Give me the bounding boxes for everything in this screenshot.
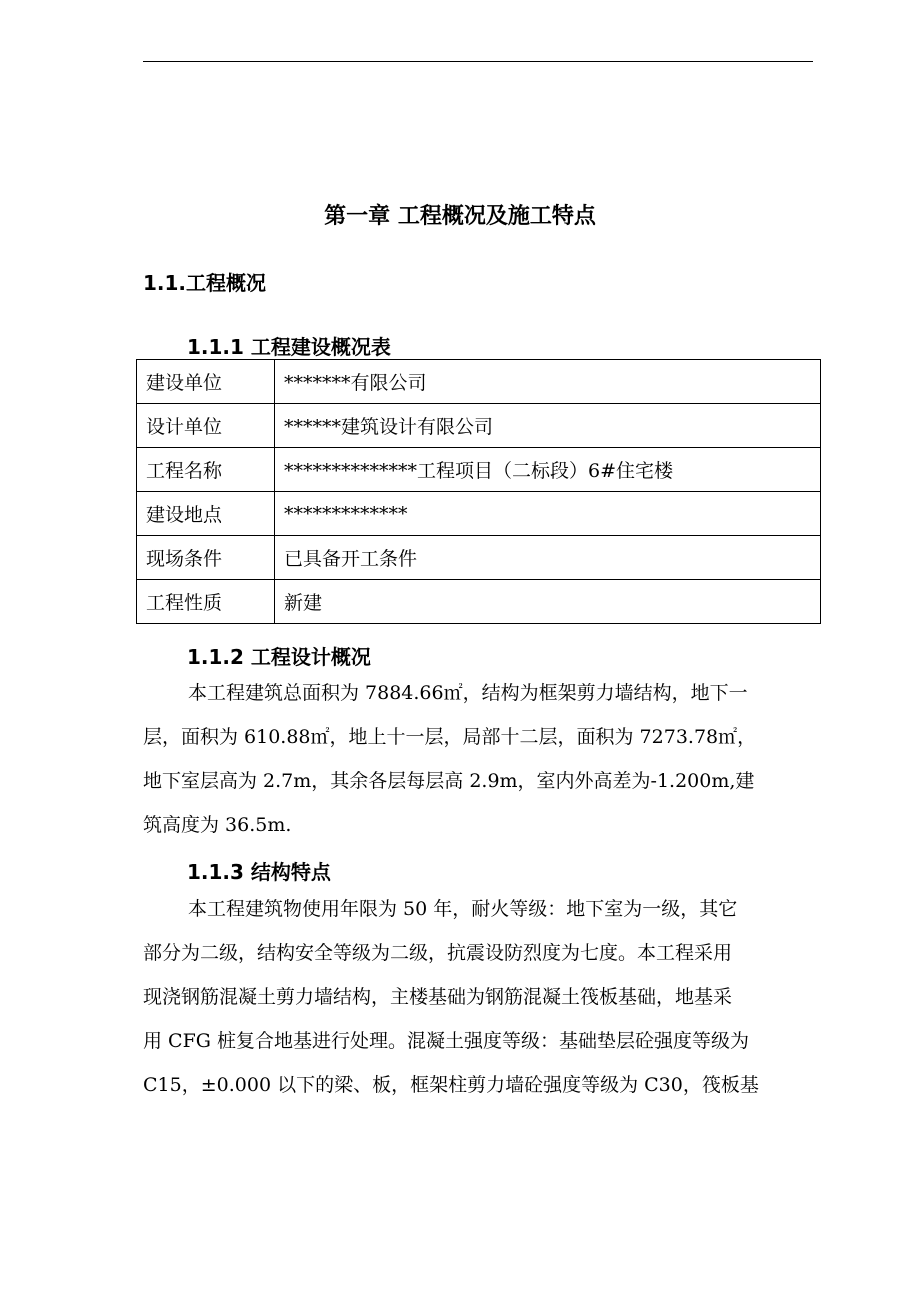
table-value-cell: **************工程项目（二标段）6#住宅楼 <box>275 448 821 492</box>
paragraph-line: 层，面积为 610.88㎡，地上十一层，局部十二层，面积为 7273.78㎡， <box>143 726 757 748</box>
paragraph-line: 部分为二级，结构安全等级为二级，抗震设防烈度为七度。本工程采用 <box>143 942 733 964</box>
paragraph-line: 本工程建筑总面积为 7884.66㎡，结构为框架剪力墙结构，地下一 <box>188 682 748 704</box>
table-value-cell: 已具备开工条件 <box>275 536 821 580</box>
table-value-cell: ************* <box>275 492 821 536</box>
paragraph-line: 地下室层高为 2.7m，其余各层每层高 2.9m，室内外高差为-1.200m,建 <box>143 770 755 792</box>
table-label-cell: 建设单位 <box>137 360 275 404</box>
table-label-cell: 工程性质 <box>137 580 275 624</box>
project-info-table <box>136 359 821 624</box>
subsection-heading-1-1-1: 1.1.1 工程建设概况表 <box>187 335 391 359</box>
table-row <box>137 404 821 448</box>
table-row <box>137 536 821 580</box>
paragraph-line: C15，±0.000 以下的梁、板，框架柱剪力墙砼强度等级为 C30，筏板基 <box>143 1074 759 1096</box>
subsection-heading-1-1-3: 1.1.3 结构特点 <box>187 860 331 884</box>
table-row <box>137 448 821 492</box>
chapter-title: 第一章 工程概况及施工特点 <box>324 204 596 229</box>
table-row <box>137 360 821 404</box>
table-row <box>137 492 821 536</box>
structure-features-paragraph <box>143 887 813 1107</box>
table-row <box>137 580 821 624</box>
table-label-cell: 建设地点 <box>137 492 275 536</box>
design-overview-paragraph <box>143 671 813 847</box>
header-rule <box>143 61 813 62</box>
paragraph-line: 本工程建筑物使用年限为 50 年，耐火等级：地下室为一级，其它 <box>188 898 738 920</box>
subsection-heading-1-1-2: 1.1.2 工程设计概况 <box>187 645 371 669</box>
paragraph-line: 筑高度为 36.5m. <box>143 814 292 836</box>
table-label-cell: 设计单位 <box>137 404 275 448</box>
section-heading: 1.1.工程概况 <box>143 271 267 295</box>
table-value-cell: ******建筑设计有限公司 <box>275 404 821 448</box>
table-label-cell: 工程名称 <box>137 448 275 492</box>
table-value-cell: 新建 <box>275 580 821 624</box>
paragraph-line: 现浇钢筋混凝土剪力墙结构，主楼基础为钢筋混凝土筏板基础，地基采 <box>143 986 733 1008</box>
table-label-cell: 现场条件 <box>137 536 275 580</box>
paragraph-line: 用 CFG 桩复合地基进行处理。混凝土强度等级：基础垫层砼强度等级为 <box>143 1030 749 1052</box>
table-value-cell: *******有限公司 <box>275 360 821 404</box>
